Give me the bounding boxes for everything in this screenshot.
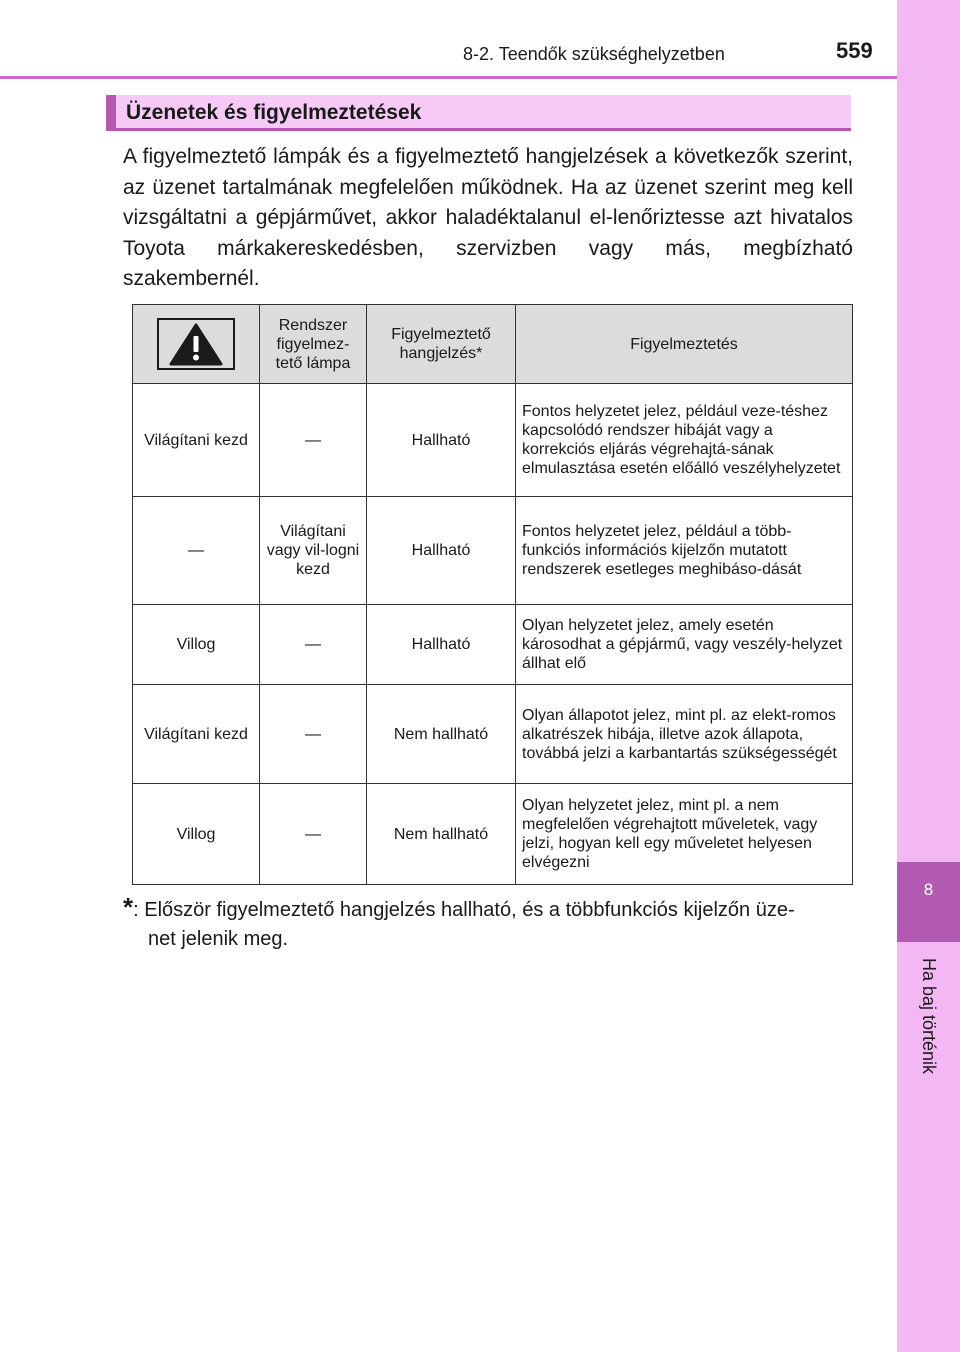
table-cell-warning: Olyan helyzetet jelez, mint pl. a nem megfelelően végrehajtott műveletek, vagy jelzi, hogyan kell egy műveletet helyesen elvégezni (516, 784, 853, 885)
chapter-label: Ha baj történik (919, 958, 939, 1075)
table-cell-icon-state: Villog (133, 605, 260, 685)
chapter-number: 8 (923, 880, 934, 899)
table-cell-buzzer: Hallható (367, 605, 516, 685)
section-heading-text: Üzenetek és figyelmeztetések (126, 101, 422, 124)
table-cell-icon-state: Világítani kezd (133, 685, 260, 784)
table-cell-warning: Fontos helyzetet jelez, például veze-téshez kapcsolódó rendszer hibáját vagy a korrekciós eljárás végrehajtá-sának elmulasztása esetén előálló veszélyhelyzetet (516, 384, 853, 497)
table-cell-lamp: — (260, 784, 367, 885)
page-number: 559 (836, 38, 873, 63)
table-cell-warning: Olyan helyzetet jelez, amely esetén károsodhat a gépjármű, vagy veszély-helyzet állhat elő (516, 605, 853, 685)
running-header-title: 8-2. Teendők szükséghelyzetben (463, 44, 725, 64)
table-cell-lamp: Világítani vagy vil-logni kezd (260, 497, 367, 605)
footnote-text-line1: : Először figyelmeztető hangjelzés hallható, és a többfunkciós kijelzőn üze- (133, 899, 795, 921)
table-cell-warning: Olyan állapotot jelez, mint pl. az elekt-romos alkatrészek hibája, illetve azok állapota, továbbá jelzi a karbantartás szükségességét (516, 685, 853, 784)
footnote (123, 893, 853, 954)
table-header-icon-cell (133, 305, 260, 384)
section-heading (106, 95, 851, 131)
table-cell-buzzer: Nem hallható (367, 685, 516, 784)
table-header-row (133, 305, 853, 384)
table-row (133, 784, 853, 885)
chapter-side-label (897, 950, 960, 1150)
table-cell-lamp: — (260, 685, 367, 784)
footnote-text-line2: net jelenik meg. (148, 928, 289, 950)
table-row (133, 497, 853, 605)
table-cell-buzzer: Hallható (367, 497, 516, 605)
table-header-lamp: Rendszer figyelmez-tető lámpa (260, 305, 367, 384)
table-header-warning: Figyelmeztetés (516, 305, 853, 384)
table-header-buzzer: Figyelmeztető hangjelzés* (367, 305, 516, 384)
intro-paragraph: A figyelmeztető lámpák és a figyelmeztető hangjelzések a következők szerint, az üzenet tartalmának megfelelően működnek. Ha az üzenet szerint meg kell vizsgáltatni a gépjárművet, akkor haladéktalanul el-lenőriztesse azt hivatalos Toyota márkakereskedésben, szervizben vagy más, megbízható szakembernél. (123, 145, 853, 290)
table-row (133, 685, 853, 784)
table-cell-lamp: — (260, 605, 367, 685)
table-cell-icon-state: Világítani kezd (133, 384, 260, 497)
table-cell-icon-state: Villog (133, 784, 260, 885)
table-cell-buzzer: Nem hallható (367, 784, 516, 885)
table-cell-buzzer: Hallható (367, 384, 516, 497)
table-cell-warning: Fontos helyzetet jelez, például a több-funkciós információs kijelzőn mutatott rendszerek esetleges meghibáso-dását (516, 497, 853, 605)
header-rule (0, 76, 897, 79)
chapter-number-tab (897, 862, 960, 942)
warning-table (132, 304, 853, 885)
table-cell-icon-state: — (133, 497, 260, 605)
warning-triangle-icon (157, 318, 235, 370)
table-cell-lamp: — (260, 384, 367, 497)
table-row (133, 384, 853, 497)
table-row (133, 605, 853, 685)
footnote-mark: * (123, 892, 134, 922)
